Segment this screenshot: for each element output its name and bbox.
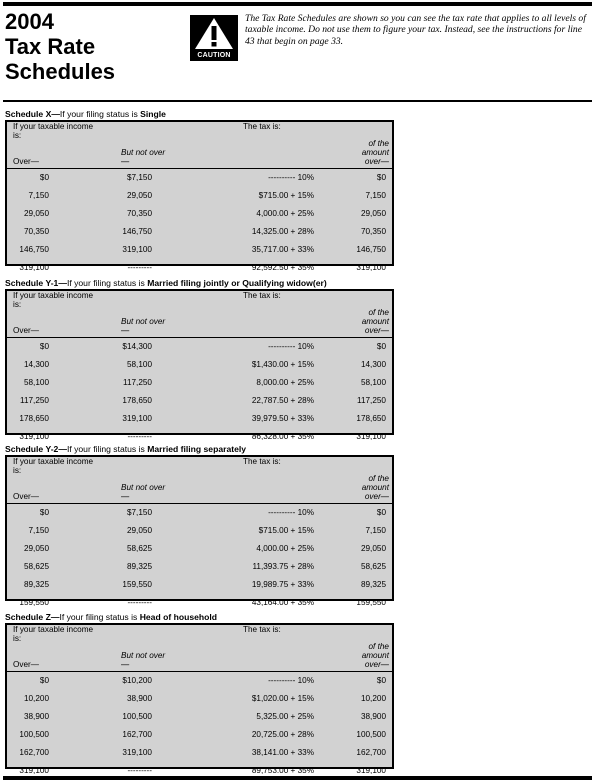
filing-status-prefix: If your filing status is xyxy=(59,109,141,119)
column-header-tax-is: The tax is: xyxy=(243,291,281,300)
schedule-heading xyxy=(5,444,246,454)
warning-triangle-icon xyxy=(190,15,238,51)
amount-over-cell: 70,350 xyxy=(360,227,386,236)
table-row xyxy=(7,594,392,612)
table-row xyxy=(7,241,392,259)
tax-formula-cell: 86,328.00 + 35% xyxy=(251,432,314,441)
tax-formula-cell: 4,000.00 + 25% xyxy=(256,209,314,218)
tax-formula-cell: 38,141.00 + 33% xyxy=(251,748,314,757)
amount-over-cell: $0 xyxy=(376,676,386,685)
income-over-cell: 146,750 xyxy=(19,245,49,254)
amount-over-cell: 58,625 xyxy=(360,562,386,571)
tax-formula-cell: 19,989.75 + 33% xyxy=(251,580,314,589)
but-not-over-cell: $14,300 xyxy=(122,342,152,351)
tax-formula-cell: 14,325.00 + 28% xyxy=(251,227,314,236)
filing-status-prefix: If your filing status is xyxy=(66,278,148,288)
column-header-but-not-over: But not over— xyxy=(121,651,166,669)
tax-formula-cell: 89,753.00 + 35% xyxy=(251,766,314,775)
but-not-over-cell: --------- xyxy=(127,263,152,272)
income-over-cell: 14,300 xyxy=(23,360,49,369)
table-row xyxy=(7,726,392,744)
income-over-cell: 162,700 xyxy=(19,748,49,757)
caution-badge xyxy=(190,15,238,61)
amount-over-cell: 162,700 xyxy=(356,748,386,757)
amount-over-cell: 38,900 xyxy=(360,712,386,721)
column-header-of-amount-over: of the amount over— xyxy=(361,308,389,335)
table-row xyxy=(7,410,392,428)
amount-over-cell: 29,050 xyxy=(360,544,386,553)
tax-formula-cell: 92,592.50 + 35% xyxy=(251,263,314,272)
but-not-over-cell: 58,100 xyxy=(126,360,152,369)
table-row xyxy=(7,187,392,205)
table-row xyxy=(7,672,392,690)
page-title xyxy=(5,9,185,84)
income-over-cell: 319,100 xyxy=(19,766,49,775)
but-not-over-cell: --------- xyxy=(127,432,152,441)
tax-formula-cell: $715.00 + 15% xyxy=(258,191,314,200)
amount-over-cell: 58,100 xyxy=(360,378,386,387)
income-over-cell: 7,150 xyxy=(28,526,49,535)
amount-over-cell: 100,500 xyxy=(356,730,386,739)
but-not-over-cell: 319,100 xyxy=(122,748,152,757)
but-not-over-cell: 117,250 xyxy=(123,378,152,387)
schedule-heading xyxy=(5,278,327,288)
table-row xyxy=(7,522,392,540)
amount-over-cell: 178,650 xyxy=(356,414,386,423)
but-not-over-cell: 319,100 xyxy=(122,414,152,423)
top-rule xyxy=(3,2,592,6)
amount-over-cell: 146,750 xyxy=(356,245,386,254)
filing-status: Single xyxy=(140,109,166,119)
title-line-year: 2004 xyxy=(5,9,54,34)
amount-over-cell: 29,050 xyxy=(360,209,386,218)
income-over-cell: $0 xyxy=(39,508,49,517)
caution-label: CAUTION xyxy=(197,52,231,59)
column-header-of-amount-over: of the amount over— xyxy=(361,139,389,166)
table-row xyxy=(7,205,392,223)
amount-over-cell: $0 xyxy=(376,173,386,182)
income-over-cell: 319,100 xyxy=(19,432,49,441)
amount-over-cell: 319,100 xyxy=(356,263,386,272)
amount-over-cell: 7,150 xyxy=(365,526,386,535)
column-header-over: Over— xyxy=(13,660,39,669)
table-row xyxy=(7,259,392,277)
header-divider xyxy=(3,100,592,102)
income-over-cell: 178,650 xyxy=(19,414,49,423)
caution-note: The Tax Rate Schedules are shown so you can see the tax rate that applies to all levels of taxable income. Do not use them to figure your tax. Instead, see the instructions for line 43 that begin on page 33. xyxy=(245,13,586,47)
schedule-name: Schedule Y-2— xyxy=(5,444,67,454)
income-over-cell: 38,900 xyxy=(23,712,49,721)
income-over-cell: 117,250 xyxy=(20,396,49,405)
tax-formula-cell: 8,000.00 + 25% xyxy=(256,378,314,387)
table-row xyxy=(7,356,392,374)
schedule-name: Schedule Y-1— xyxy=(5,278,67,288)
amount-over-cell: 7,150 xyxy=(365,191,386,200)
amount-over-cell: 319,100 xyxy=(356,432,386,441)
column-header-but-not-over: But not over— xyxy=(121,148,166,166)
income-over-cell: 319,100 xyxy=(19,263,49,272)
but-not-over-cell: 159,550 xyxy=(122,580,152,589)
filing-status: Married filing separately xyxy=(147,444,247,454)
but-not-over-cell: 38,900 xyxy=(126,694,152,703)
income-over-cell: 58,625 xyxy=(23,562,49,571)
but-not-over-cell: 178,650 xyxy=(122,396,152,405)
but-not-over-cell: 29,050 xyxy=(126,526,152,535)
income-over-cell: 100,500 xyxy=(19,730,49,739)
income-over-cell: 159,550 xyxy=(19,598,49,607)
but-not-over-cell: $7,150 xyxy=(126,508,152,517)
but-not-over-cell: 146,750 xyxy=(122,227,152,236)
column-header-over: Over— xyxy=(13,157,39,166)
tax-formula-cell: ---------- 10% xyxy=(268,342,314,351)
filing-status: Head of household xyxy=(139,612,218,622)
tax-formula-cell: $715.00 + 15% xyxy=(258,526,314,535)
table-row xyxy=(7,744,392,762)
title-line-tax-rate: Tax Rate xyxy=(5,34,96,59)
but-not-over-cell: 58,625 xyxy=(126,544,152,553)
table-row xyxy=(7,576,392,594)
tax-formula-cell: 39,979.50 + 33% xyxy=(251,414,314,423)
tax-formula-cell: ---------- 10% xyxy=(268,173,314,182)
but-not-over-cell: 100,500 xyxy=(122,712,152,721)
table-row xyxy=(7,374,392,392)
schedule-name: Schedule Z— xyxy=(5,612,60,622)
amount-over-cell: 319,100 xyxy=(356,766,386,775)
tax-formula-cell: 43,164.00 + 35% xyxy=(251,598,314,607)
schedule-table xyxy=(5,455,394,607)
income-over-cell: $0 xyxy=(39,676,49,685)
income-over-cell: 29,050 xyxy=(23,544,49,553)
but-not-over-cell: --------- xyxy=(127,598,152,607)
column-header-of-amount-over: of the amount over— xyxy=(361,642,389,669)
amount-over-cell: $0 xyxy=(376,508,386,517)
income-over-cell: 7,150 xyxy=(28,191,49,200)
filing-status: Married filing jointly or Qualifying widow(er) xyxy=(147,278,327,288)
table-row xyxy=(7,558,392,576)
tax-formula-cell: 20,725.00 + 28% xyxy=(251,730,314,739)
table-row xyxy=(7,504,392,522)
title-line-schedules: Schedules xyxy=(5,59,116,84)
income-over-cell: 70,350 xyxy=(23,227,49,236)
amount-over-cell: 159,550 xyxy=(356,598,386,607)
income-over-cell: 10,200 xyxy=(23,694,49,703)
column-header-tax-is: The tax is: xyxy=(243,625,281,634)
amount-over-cell: 117,250 xyxy=(357,396,386,405)
tax-formula-cell: 11,393.75 + 28% xyxy=(252,562,314,571)
table-row xyxy=(7,338,392,356)
tax-formula-cell: ---------- 10% xyxy=(268,676,314,685)
column-header-income: If your taxable income is: xyxy=(13,291,94,309)
table-row xyxy=(7,223,392,241)
column-header-income: If your taxable income is: xyxy=(13,122,94,140)
schedule-heading xyxy=(5,612,217,622)
filing-status-prefix: If your filing status is xyxy=(66,444,148,454)
table-row xyxy=(7,708,392,726)
column-header-but-not-over: But not over— xyxy=(121,483,166,501)
column-header-tax-is: The tax is: xyxy=(243,122,281,131)
column-header-but-not-over: But not over— xyxy=(121,317,166,335)
income-over-cell: $0 xyxy=(39,173,49,182)
but-not-over-cell: 162,700 xyxy=(122,730,152,739)
amount-over-cell: 10,200 xyxy=(360,694,386,703)
column-header-tax-is: The tax is: xyxy=(243,457,281,466)
tax-formula-cell: ---------- 10% xyxy=(268,508,314,517)
column-header-of-amount-over: of the amount over— xyxy=(361,474,389,501)
schedule-name: Schedule X— xyxy=(5,109,60,119)
tax-formula-cell: 5,325.00 + 25% xyxy=(256,712,314,721)
income-over-cell: $0 xyxy=(39,342,49,351)
column-header-over: Over— xyxy=(13,492,39,501)
income-over-cell: 58,100 xyxy=(23,378,49,387)
tax-formula-cell: 22,787.50 + 28% xyxy=(251,396,314,405)
but-not-over-cell: 89,325 xyxy=(126,562,152,571)
tax-formula-cell: $1,430.00 + 15% xyxy=(251,360,314,369)
table-row xyxy=(7,392,392,410)
but-not-over-cell: 29,050 xyxy=(126,191,152,200)
schedule-table xyxy=(5,623,394,775)
income-over-cell: 89,325 xyxy=(23,580,49,589)
table-row xyxy=(7,169,392,187)
schedule-heading xyxy=(5,109,166,119)
tax-formula-cell: 35,717.00 + 33% xyxy=(251,245,314,254)
column-header-income: If your taxable income is: xyxy=(13,625,94,643)
but-not-over-cell: 70,350 xyxy=(126,209,152,218)
income-over-cell: 29,050 xyxy=(23,209,49,218)
tax-formula-cell: 4,000.00 + 25% xyxy=(256,544,314,553)
tax-formula-cell: $1,020.00 + 15% xyxy=(251,694,314,703)
amount-over-cell: 89,325 xyxy=(360,580,386,589)
bottom-rule xyxy=(3,776,592,780)
but-not-over-cell: 319,100 xyxy=(122,245,152,254)
amount-over-cell: 14,300 xyxy=(360,360,386,369)
column-header-over: Over— xyxy=(13,326,39,335)
table-row xyxy=(7,690,392,708)
column-header-income: If your taxable income is: xyxy=(13,457,94,475)
but-not-over-cell: --------- xyxy=(127,766,152,775)
table-row xyxy=(7,540,392,558)
schedule-table xyxy=(5,120,394,272)
amount-over-cell: $0 xyxy=(376,342,386,351)
schedule-table xyxy=(5,289,394,441)
filing-status-prefix: If your filing status is xyxy=(59,612,140,622)
but-not-over-cell: $7,150 xyxy=(126,173,152,182)
but-not-over-cell: $10,200 xyxy=(122,676,152,685)
